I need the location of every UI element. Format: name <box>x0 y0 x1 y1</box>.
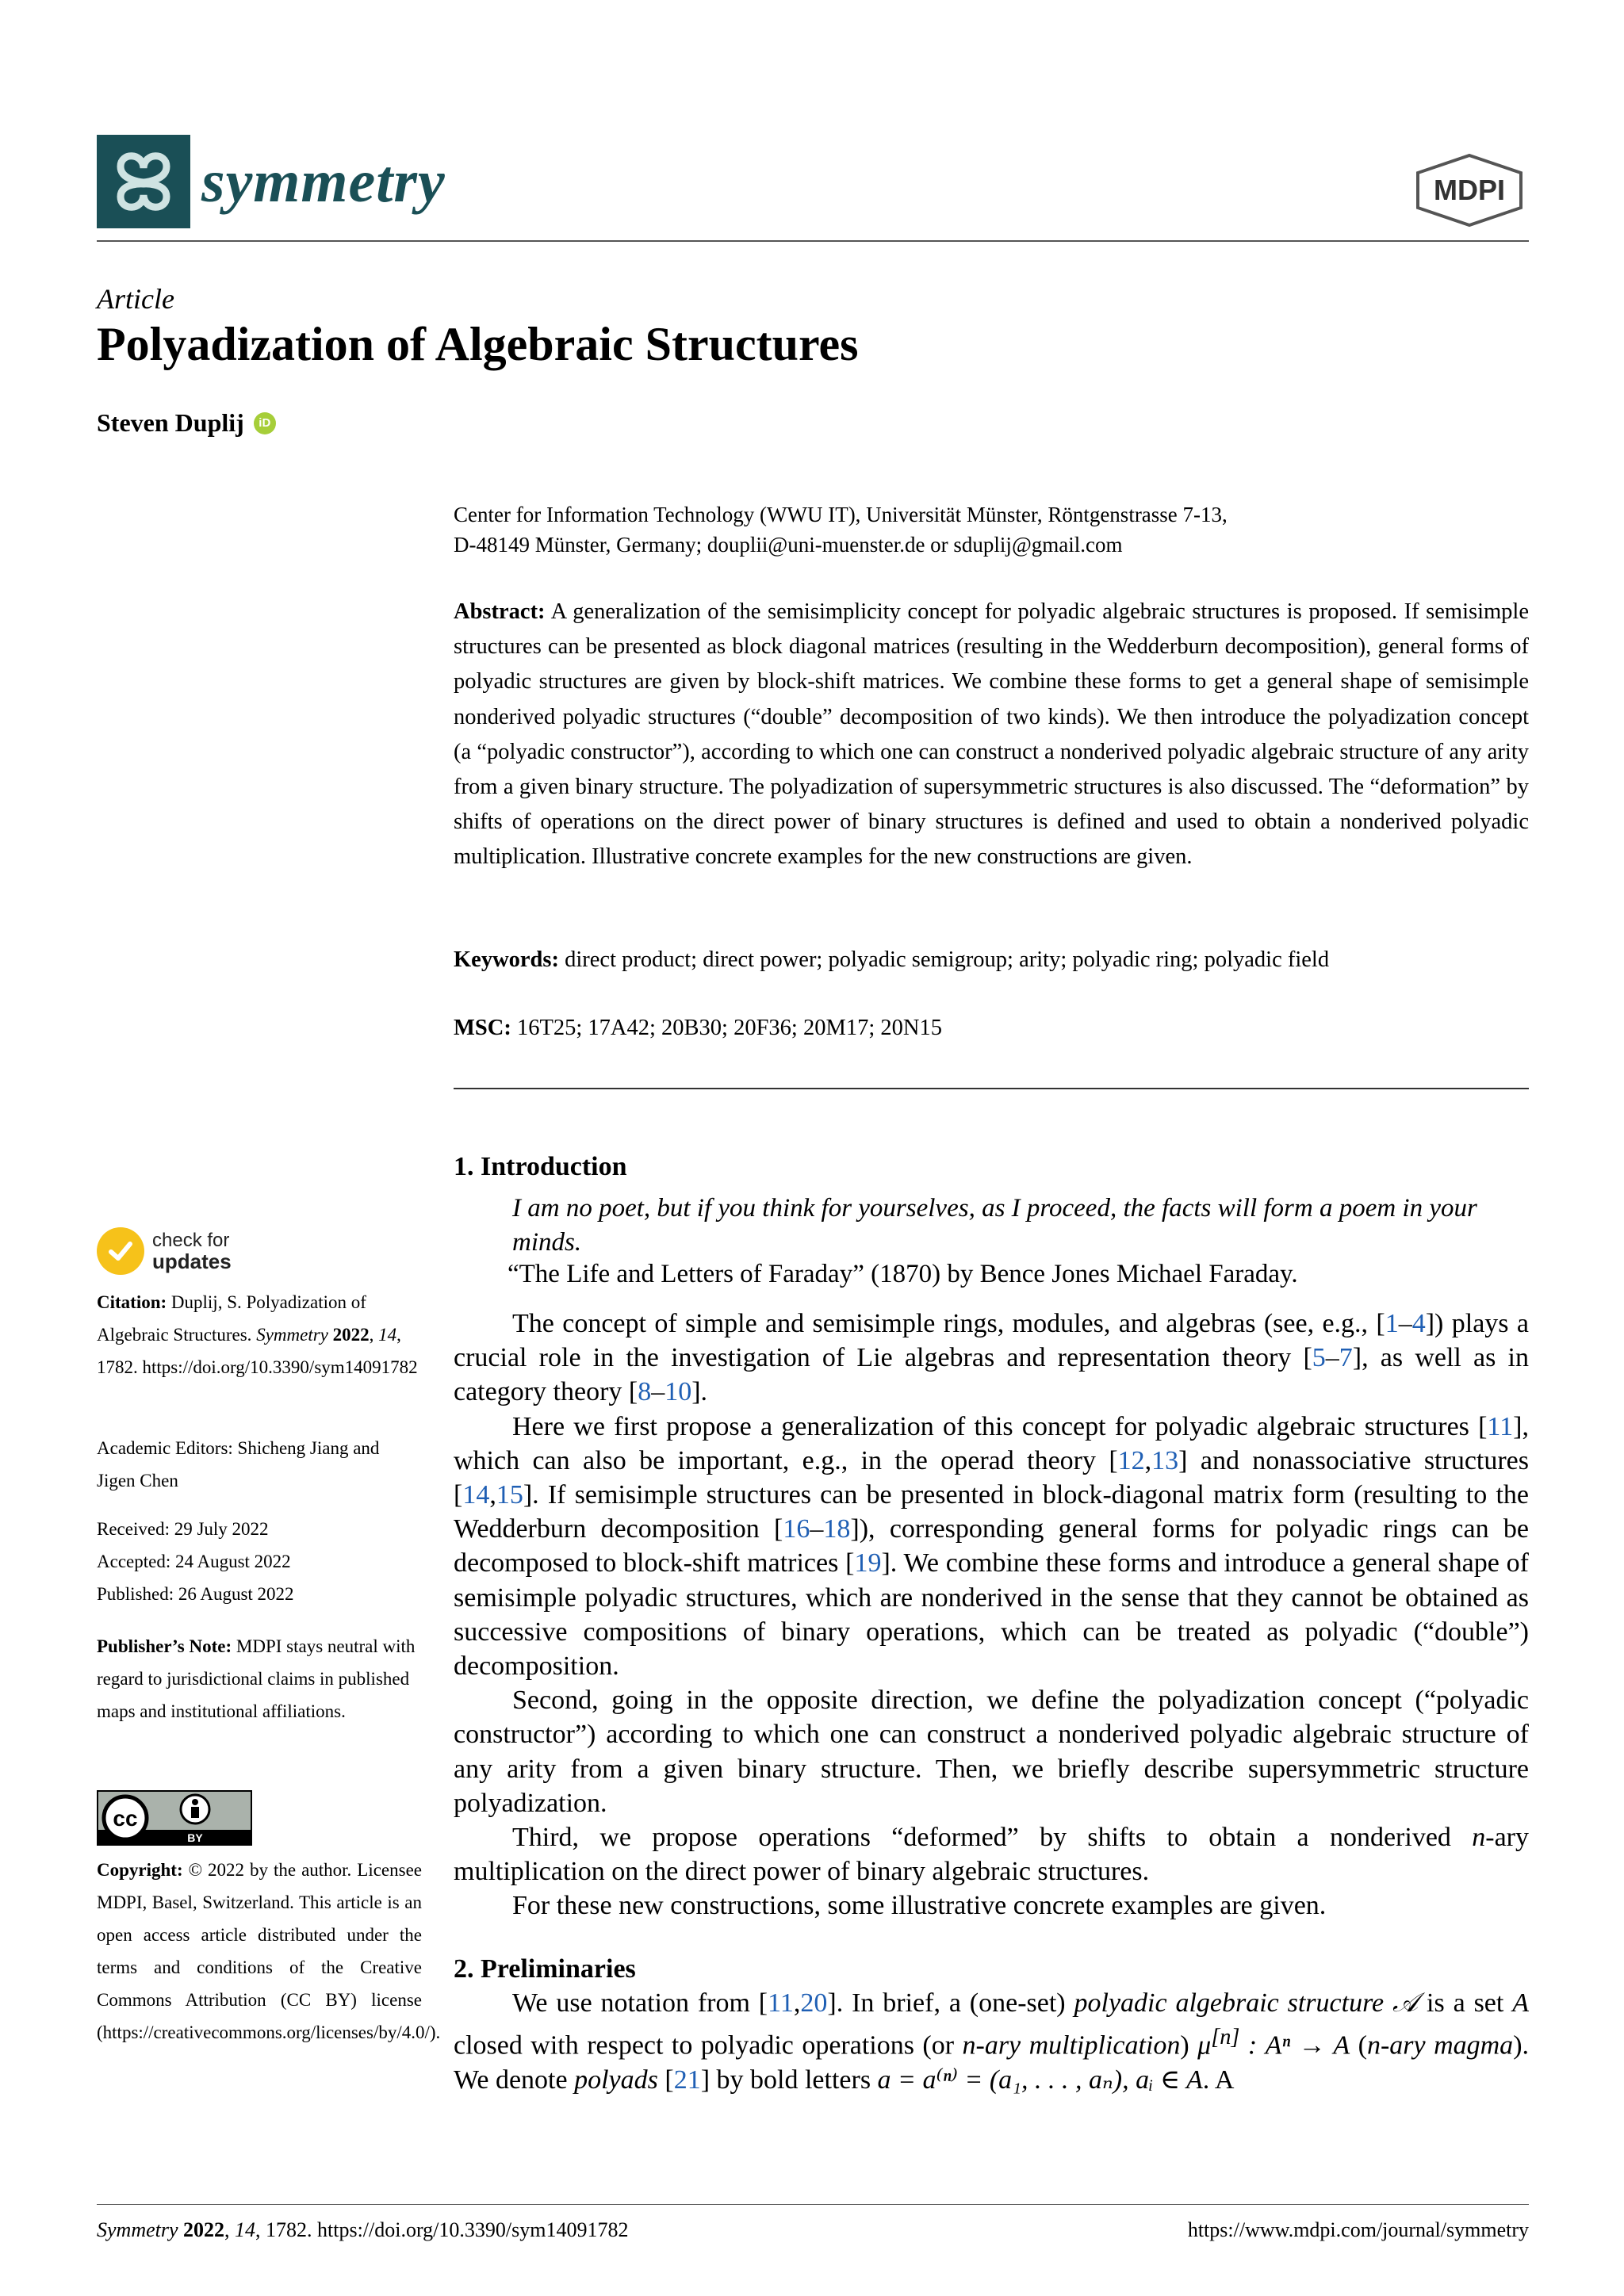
citation-link[interactable]: 12 <box>1117 1445 1145 1475</box>
paragraph: The concept of simple and semisimple rings, modules, and algebras (see, e.g., [1–4]) plays a crucial role in the investigation of Lie algebras and representation theory [5–7], as well as in category theory [8–10]. <box>454 1309 1529 1407</box>
keywords-text: direct product; direct power; polyadic semigroup; arity; polyadic ring; polyadic field <box>565 947 1330 972</box>
orcid-icon[interactable]: iD <box>254 412 276 434</box>
footer-divider <box>97 2204 1529 2205</box>
dates-block <box>97 1513 422 1610</box>
citation-link[interactable]: 4 <box>1411 1309 1426 1338</box>
check-for-updates-button[interactable] <box>97 1227 232 1275</box>
article-type: Article <box>97 283 174 315</box>
citation-block: Citation: Duplij, S. Polyadization of Algebraic Structures. Symmetry 2022, 14, 1782. https://doi.org/10.3390/sym14091782 <box>97 1292 418 1377</box>
section-1-body <box>454 1307 1529 1923</box>
symmetry-logo-icon <box>97 135 190 228</box>
citation-link[interactable]: 20 <box>800 1988 828 2018</box>
doi-link[interactable]: , 1782. https://doi.org/10.3390/sym14091782 <box>97 1325 418 1377</box>
article-title: Polyadization of Algebraic Structures <box>97 318 859 370</box>
author-line <box>97 408 276 438</box>
received-date: Received: 29 July 2022 <box>97 1519 269 1539</box>
affiliation-line-1: Center for Information Technology (WWU IT), Universität Münster, Röntgenstrasse 7-13, <box>454 503 1228 526</box>
cc-by-icon <box>97 1790 252 1846</box>
footer-doi-link[interactable]: , 1782. https://doi.org/10.3390/sym14091782 <box>255 2218 629 2241</box>
check-updates-line1: check for <box>152 1230 230 1251</box>
msc-label: MSC: <box>454 1016 511 1040</box>
msc-codes <box>454 1016 1529 1041</box>
msc-text: 16T25; 17A42; 20B30; 20F36; 20M17; 20N15 <box>516 1016 942 1040</box>
svg-text:cc: cc <box>113 1806 138 1831</box>
journal-logo <box>97 135 190 228</box>
publisher-name: MDPI <box>1434 174 1505 206</box>
paragraph: We use notation from [11,20]. In brief, a (one-set) polyadic algebraic structure 𝒜 is a set A closed with respect to polyadic operations (or n-ary multiplication) μ[n] : Aⁿ → A (n-ary magma). We denote polyads [21] by bold letters a = a⁽ⁿ⁾ = (a₁, . . . , aₙ), aᵢ ∈ A. A <box>454 1988 1530 2095</box>
citation-link[interactable]: 7 <box>1339 1343 1353 1373</box>
citation-link[interactable]: 1 <box>1385 1309 1399 1338</box>
paragraph: Third, we propose operations “deformed” by shifts to obtain a nonderived n-ary multiplication on the direct power of binary algebraic structures. <box>454 1823 1529 1887</box>
academic-editors: Academic Editors: Shicheng Jiang and Jigen Chen <box>97 1438 380 1490</box>
footer-citation: Symmetry 2022, 14, 1782. https://doi.org/10.3390/sym14091782 <box>97 2218 629 2241</box>
author-name: Steven Duplij <box>97 408 244 437</box>
abstract-divider <box>454 1088 1529 1089</box>
paragraph: Second, going in the opposite direction, we define the polyadization concept (“polyadic constructor”) according to which one can construct a nonderived polyadic algebraic structure of any arity from a given binary structure. Then, we briefly describe supersymmetric structure polyadization. <box>454 1686 1529 1818</box>
affiliation <box>454 499 1529 560</box>
citation-link[interactable]: 13 <box>1151 1445 1179 1475</box>
footer-journal-url[interactable]: https://www.mdpi.com/journal/symmetry <box>1187 2218 1529 2241</box>
citation-link[interactable]: 19 <box>854 1548 882 1578</box>
citation-link[interactable]: 14 <box>462 1480 490 1510</box>
svg-text:BY: BY <box>187 1831 203 1844</box>
keywords <box>454 947 1529 973</box>
section-1-heading: 1. Introduction <box>454 1152 627 1181</box>
accepted-date: Accepted: 24 August 2022 <box>97 1552 291 1571</box>
copyright-block: Copyright: © 2022 by the author. Licensee MDPI, Basel, Switzerland. This article is an open access article distributed under the terms and conditions of the Creative Commons Attribution (CC BY) license (https://creativecommons.org/licenses/by/4.0/). <box>97 1860 441 2042</box>
paragraph: For these new constructions, some illustrative concrete examples are given. <box>512 1891 1327 1921</box>
citation-link[interactable]: 10 <box>665 1377 692 1407</box>
citation-link[interactable]: 11 <box>1487 1411 1514 1441</box>
epigraph: I am no poet, but if you think for yourselves, as I proceed, the facts will form a poem in your minds. <box>512 1194 1477 1257</box>
abstract <box>454 595 1529 875</box>
check-updates-line2: updates <box>152 1249 232 1273</box>
section-2-body <box>454 1986 1529 2097</box>
citation-link[interactable]: 11 <box>768 1988 794 2018</box>
header-divider <box>97 240 1529 242</box>
checkmark-icon <box>97 1227 144 1275</box>
abstract-text: A generalization of the semisimplicity concept for polyadic algebraic structures is proposed. If semisimple structures can be presented as block diagonal matrices (resulting in the Wedderburn decomposition), general forms of polyadic structures are given by block-shift matrices. We combine these forms to get a general shape of semisimple nonderived polyadic structures (“double” decomposition of two kinds). We then introduce the polyadization concept (a “polyadic constructor”), according to which one can construct a nonderived polyadic algebraic structure of any arity from a given binary structure. The polyadization of supersymmetric structures is also discussed. The “deformation” by shifts of operations on the direct power of binary structures is defined and used to obtain a nonderived polyadic multiplication. Illustrative concrete examples for the new constructions are given. <box>454 599 1529 870</box>
citation-link[interactable]: 8 <box>638 1377 652 1407</box>
publisher-logo <box>1410 152 1529 228</box>
paragraph: Here we first propose a generalization of this concept for polyadic algebraic structures [11], which can also be important, e.g., in the operad theory [12,13] and nonassociative structures [14,15]. If semisimple structures can be presented in block-diagonal matrix form (resulting to the Wedderburn decomposition [16–18]), corresponding general forms for polyadic rings can be decomposed to block-shift matrices [19]. We combine these forms and introduce a general shape of semisimple polyadic structures, which are nonderived in the sense that they cannot be obtained as successive compositions of binary operations, which can be treated as polyadic (“double”) decomposition. <box>454 1411 1530 1682</box>
publisher-note: Publisher’s Note: MDPI stays neutral with regard to jurisdictional claims in published maps and institutional affiliations. <box>97 1636 416 1721</box>
epigraph-source: “The Life and Letters of Faraday” (1870) by Bence Jones Michael Faraday. <box>508 1260 1298 1288</box>
abstract-label: Abstract: <box>454 599 546 624</box>
published-date: Published: 26 August 2022 <box>97 1584 294 1604</box>
citation-link[interactable]: 16 <box>783 1514 810 1544</box>
citation-link[interactable]: 15 <box>496 1480 523 1510</box>
citation-link[interactable]: 5 <box>1312 1343 1326 1373</box>
section-2-heading: 2. Preliminaries <box>454 1954 636 1984</box>
citation-link[interactable]: 18 <box>823 1514 851 1544</box>
mdpi-logo-icon <box>1410 152 1529 228</box>
cc-by-license-badge[interactable] <box>97 1790 252 1846</box>
affiliation-line-2: D-48149 Münster, Germany; douplii@uni-muenster.de or sduplij@gmail.com <box>454 533 1123 557</box>
journal-name: symmetry <box>201 148 446 215</box>
keywords-label: Keywords: <box>454 947 559 972</box>
citation-link[interactable]: 21 <box>673 2064 701 2095</box>
